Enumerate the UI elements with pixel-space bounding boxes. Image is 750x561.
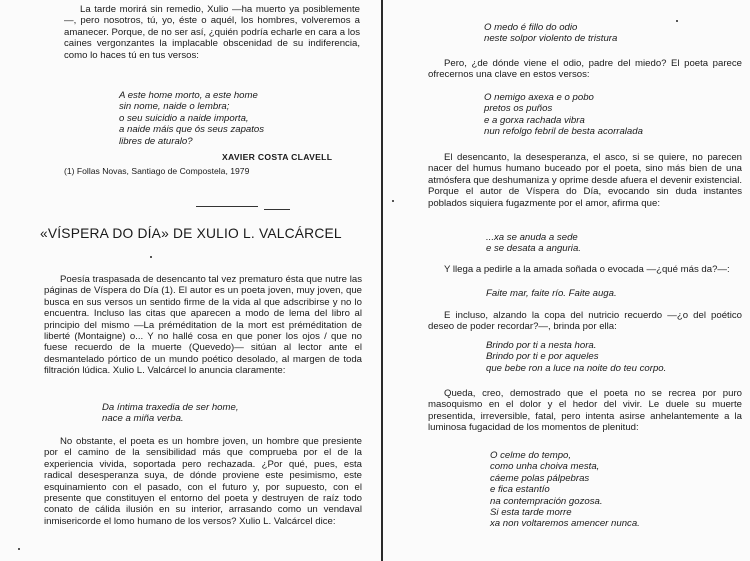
verse-line: e se desata a anguria.: [486, 243, 581, 255]
body-paragraph: El desencanto, la desesperanza, el asco, si se quiere, no parecen nacer del humus humano buceado por el poeta, sino más bien de una atmósfera que deshumaniza y oprime desde afuera el devenir existencial. Porque el autor de Víspera do Día, evocando sin duda instantes poblados siquiera fugazmente por el amor, afirma que:: [428, 152, 742, 209]
verse-line: que bebe ron a luce na noite do teu corpo.: [486, 362, 667, 374]
section-divider-tail: [264, 209, 290, 210]
ink-speck: [676, 20, 678, 22]
verse-line: neste solpor violento de tristura: [484, 33, 618, 45]
verse-line: libres de aturalo?: [119, 135, 193, 147]
verse-line: Da íntima traxedia de ser home,: [102, 402, 239, 413]
verse-line: pretos os puños: [484, 103, 553, 115]
poem-quote: [102, 402, 239, 425]
verse-line: o seu suicidio a naide importa,: [119, 112, 249, 124]
poem-quote: [484, 22, 617, 45]
author-signature: XAVIER COSTA CLAVELL: [222, 152, 333, 162]
body-paragraph: E incluso, alzando la copa del nutricio recuerdo —¿o del poético deseo de poder recordar?—, brinda por ella:: [428, 310, 742, 333]
verse-line: na contempración gozosa.: [490, 495, 603, 507]
poem-quote: [486, 340, 666, 374]
ink-speck: [392, 200, 394, 202]
verse-line: A este home morto, a este home: [119, 90, 258, 101]
poem-quote: [119, 90, 264, 147]
verse-line: e fica estantío: [490, 484, 550, 496]
verse-line: O nemigo axexa e o pobo: [484, 92, 594, 103]
verse-line: Brindo por ti a nesta hora.: [486, 340, 597, 351]
page-gutter: [381, 0, 383, 561]
poem-quote: [490, 450, 640, 530]
body-paragraph: Poesía traspasada de desencanto tal vez prematuro ésta que nutre las páginas de Víspera do Día (1). El autor es un poeta joven, muy joven, que busca en sus versos un sentido firme de la vida al que adscribirse y no lo encuentra. Incluso las citas que aparecen a modo de lema del libro al principio del mismo —La préméditation de la mort est préméditation de liberté (Montaigne) o... Y no hallé cosa en que poner los ojos / que no fuese recuerdo de la muerte (Quevedo)— sitúan al lector ante el desmantelado pórtico de un mundo poético desolado, al margen de toda filtración lúdica. Xulio L. Valcárcel lo anuncia claramente:: [44, 274, 362, 377]
verse-line: Faite mar, faite río. Faite auga.: [486, 288, 617, 299]
footnote: (1) Follas Novas, Santiago de Compostela, 1979: [64, 166, 250, 176]
verse-line: cáeme polas pálpebras: [490, 472, 590, 484]
intro-paragraph: La tarde morirá sin remedio, Xulio —ha muerto ya posiblemente—, pero nosotros, tú, yo, éste o aquél, los hombres, volveremos a amanecer. Porque, de no ser así, ¿quién podría echarle en cara a los caines vergonzantes la implacable obscenidad de su indiferencia, como lo haces tú en tus versos:: [64, 4, 360, 61]
poem-quote: [486, 232, 581, 255]
poem-quote: [484, 92, 643, 138]
verse-line: nun refolgo febril de besta acorralada: [484, 126, 643, 138]
verse-line: a naide máis que ós seus zapatos: [119, 124, 265, 136]
verse-line: Brindo por ti e por aqueles: [486, 351, 599, 363]
ink-speck: [150, 256, 152, 258]
verse-line: Si esta tarde morre: [490, 507, 572, 519]
body-paragraph: Pero, ¿de dónde viene el odio, padre del miedo? El poeta parece ofrecernos una clave en estos versos:: [428, 58, 742, 81]
verse-line: O medo é fillo do odio: [484, 22, 578, 33]
ink-speck: [18, 548, 20, 550]
verse-line: e a gorxa rachada vibra: [484, 114, 585, 126]
body-paragraph: Queda, creo, demostrado que el poeta no se recrea por puro masoquismo en el dolor y el hedor del vivir. Le duele su muerte presentida, irreversible, fatal, pero intenta asirse anhelantemente a la luminosa fugacidad de los momentos de plenitud:: [428, 388, 742, 434]
right-page: [386, 0, 750, 561]
verse-line: sin nome, naide o lembra;: [119, 101, 230, 113]
article-heading: «VÍSPERA DO DÍA» DE XULIO L. VALCÁRCEL: [40, 226, 342, 241]
verse-line: como unha choiva mesta,: [490, 461, 600, 473]
section-divider: [196, 206, 258, 207]
verse-line: xa non voltaremos amencer nunca.: [490, 518, 640, 530]
verse-line: ...xa se anuda a sede: [486, 232, 578, 243]
poem-quote: [486, 288, 617, 299]
body-paragraph: Y llega a pedirle a la amada soñada o evocada —¿qué más da?—:: [444, 264, 730, 275]
verse-line: nace a miña verba.: [102, 413, 184, 425]
body-paragraph: No obstante, el poeta es un hombre joven, un hombre que presiente por el camino de la sensibilidad más que comprueba por el de la experiencia vivida, soportada pero rechazada. ¿Por qué, pues, esta radical desesperanza suya, de dónde proviene este pesimismo, este esquinamiento con el pasado, con el futuro y, por supuesto, con el presente que constituyen el entorno del poeta y destruyen de raíz todo conato de cálida ilusión en su interior, arrasando como un vendaval inmisericorde el lomo humano de los versos? Xulio L. Valcárcel dice:: [44, 436, 362, 527]
verse-line: O celme do tempo,: [490, 450, 572, 461]
